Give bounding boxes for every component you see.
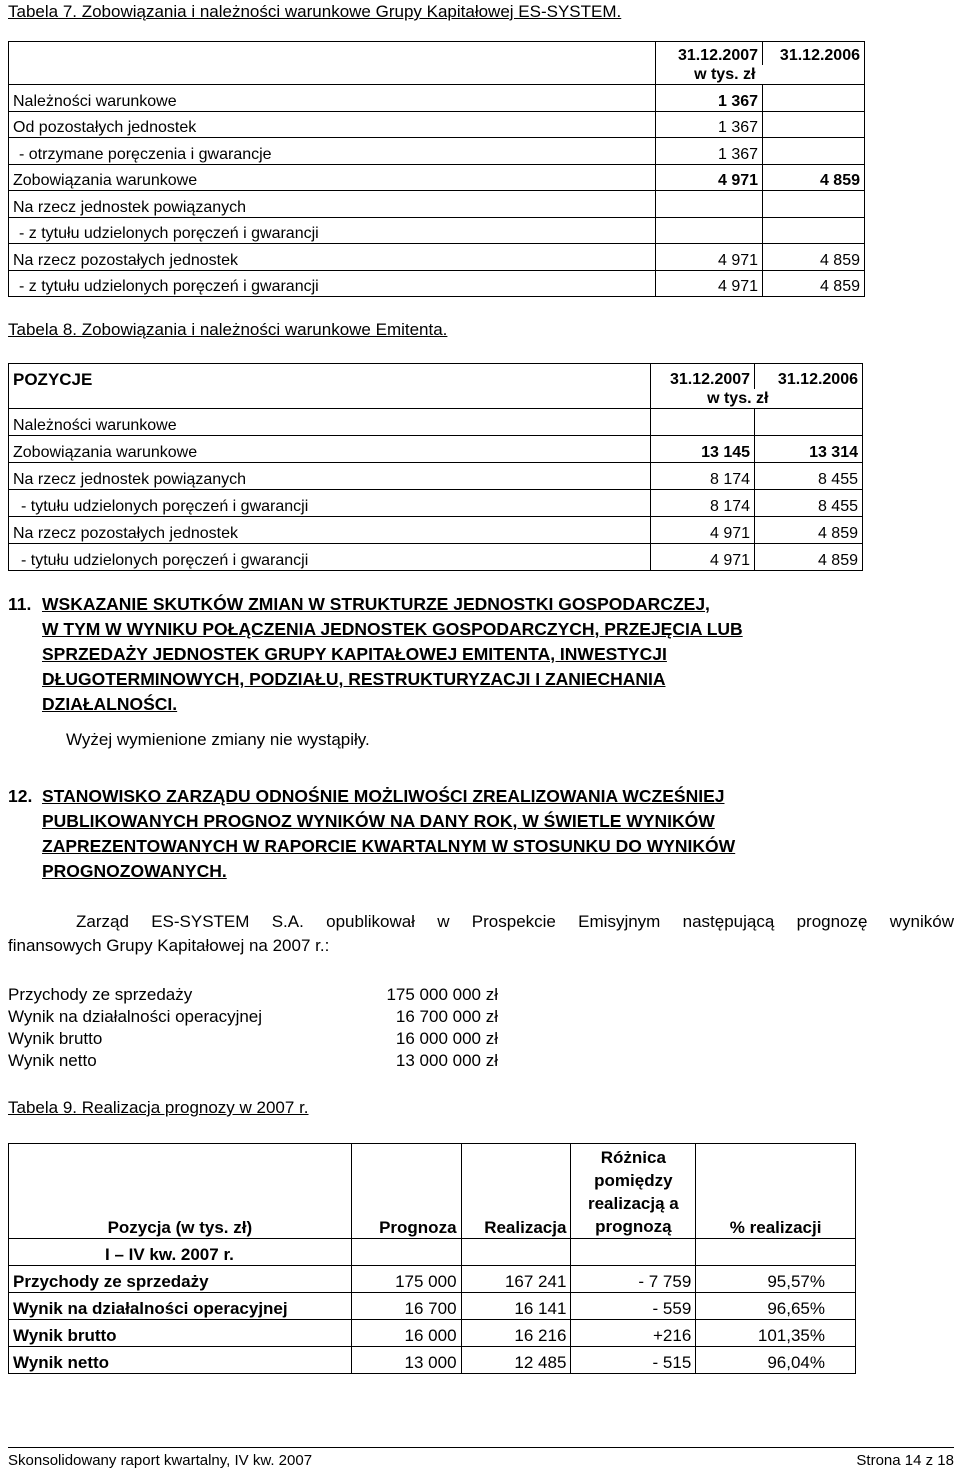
table8-header-row <box>9 364 863 389</box>
table-row: Od pozostałych jednostek 1 367 <box>9 111 865 138</box>
table8-unit-row <box>9 389 863 409</box>
table8-caption: Tabela 8. Zobowiązania i należności warunkowe Emitenta. <box>8 320 448 339</box>
table9-header-position: Pozycja (w tys. zł) <box>9 1144 352 1239</box>
table-row: Na rzecz pozostałych jednostek 4 971 4 859 <box>9 244 865 271</box>
table9-header-forecast: Prognoza <box>351 1144 461 1239</box>
table7-col2: 31.12.2006 <box>763 42 865 65</box>
section11-heading: 11. WSKAZANIE SKUTKÓW ZMIAN W STRUKTURZE JEDNOSTKI GOSPODARCZEJ, W TYM W WYNIKU POŁĄCZENIA JEDNOSTEK GOSPODARCZYCH, PRZEJĘCIA LUB SPRZEDAŻY JEDNOSTEK GRUPY KAPITAŁOWEJ EMITENTA, INWESTYCJI DŁUGOTERMINOWYCH, PODZIAŁU, RESTRUKTURYZACJI I ZANIECHANIA DZIAŁALNOŚCI. <box>8 594 743 714</box>
table-row: Na rzecz jednostek powiązanych <box>9 191 865 218</box>
section11-number: 11. <box>8 594 32 614</box>
footer-report-title: Skonsolidowany raport kwartalny, IV kw. 2007 <box>8 1452 313 1469</box>
table-row: - tytułu udzielonych poręczeń i gwarancji 4 971 4 859 <box>9 544 863 571</box>
table-row: Wynik na działalności operacyjnej 16 700 16 141 - 559 96,65% <box>9 1293 856 1320</box>
table7-unit: w tys. zł <box>656 65 865 85</box>
table-row: Na rzecz pozostałych jednostek 4 971 4 859 <box>9 517 863 544</box>
table-row: Zobowiązania warunkowe 13 145 13 314 <box>9 436 863 463</box>
table7-header-row <box>9 42 865 65</box>
table7-caption: Tabela 7. Zobowiązania i należności warunkowe Grupy Kapitałowej ES-SYSTEM. <box>8 2 622 21</box>
table9-header-difference: Różnica pomiędzy realizacją a prognozą <box>571 1144 696 1239</box>
table-row: Zobowiązania warunkowe 4 971 4 859 <box>9 164 865 191</box>
table8-col1: 31.12.2007 <box>651 364 755 389</box>
table-row: - otrzymane poręczenia i gwarancje 1 367 <box>9 138 865 165</box>
table9-header-row <box>9 1144 856 1239</box>
section11-body: Wyżej wymienione zmiany nie wystąpiły. <box>66 730 370 749</box>
table7 <box>8 41 865 297</box>
table9 <box>8 1143 856 1374</box>
table-row: Należności warunkowe 1 367 <box>9 85 865 112</box>
table9-header-realization: Realizacja <box>461 1144 571 1239</box>
table9-period: I – IV kw. 2007 r. <box>9 1239 352 1266</box>
section12-number: 12. <box>8 786 33 806</box>
table8-unit: w tys. zł <box>651 389 863 409</box>
table-row: - z tytułu udzielonych poręczeń i gwarancji <box>9 217 865 244</box>
table7-unit-row <box>9 65 865 85</box>
footer-page-number: Strona 14 z 18 <box>856 1452 954 1469</box>
table-row: Na rzecz jednostek powiązanych 8 174 8 455 <box>9 463 863 490</box>
table7-col1: 31.12.2007 <box>656 42 763 65</box>
table9-header-percent: % realizacji <box>696 1144 856 1239</box>
table8 <box>8 363 863 571</box>
table8-header: POZYCJE <box>9 364 651 389</box>
table-row: - z tytułu udzielonych poręczeń i gwarancji 4 971 4 859 <box>9 270 865 297</box>
page-footer <box>8 1447 954 1469</box>
table-row: Wynik brutto 16 000 16 216 +216 101,35% <box>9 1320 856 1347</box>
section12-body-line1: Zarząd ES-SYSTEM S.A. opublikował w Prospekcie Emisyjnym następującą prognozę wyników <box>76 912 954 931</box>
table-row: - tytułu udzielonych poręczeń i gwarancji 8 174 8 455 <box>9 490 863 517</box>
table9-period-row <box>9 1239 856 1266</box>
table8-col2: 31.12.2006 <box>755 364 863 389</box>
section12-heading: 12. STANOWISKO ZARZĄDU ODNOŚNIE MOŻLIWOŚCI ZREALIZOWANIA WCZEŚNIEJ PUBLIKOWANYCH PROGNOZ WYNIKÓW NA DANY ROK, W ŚWIETLE WYNIKÓW ZAPREZENTOWANYCH W RAPORCIE KWARTALNYM W STOSUNKU DO WYNIKÓW PROGNOZOWANYCH. <box>8 786 736 881</box>
section12-body-line2: finansowych Grupy Kapitałowej na 2007 r.: <box>8 936 330 955</box>
table-row: Przychody ze sprzedaży 175 000 167 241 - 7 759 95,57% <box>9 1266 856 1293</box>
table-row: Wynik netto 13 000 12 485 - 515 96,04% <box>9 1347 856 1374</box>
table9-caption: Tabela 9. Realizacja prognozy w 2007 r. <box>8 1098 309 1117</box>
table-row: Należności warunkowe <box>9 409 863 436</box>
